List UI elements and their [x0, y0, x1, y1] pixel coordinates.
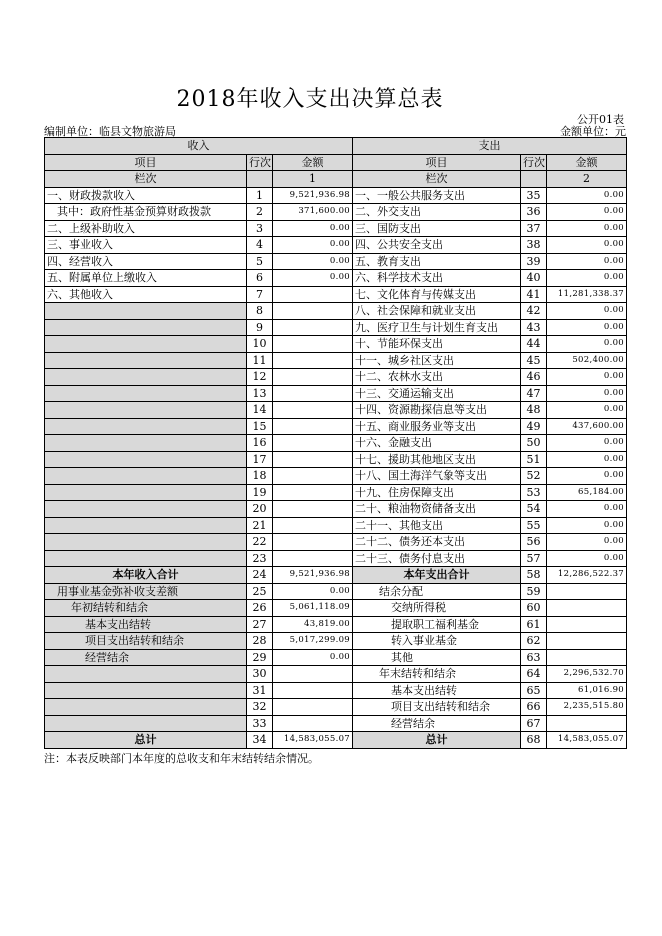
organization-label: 编制单位：临县文物旅游局 — [44, 125, 176, 138]
income-amount-cell: 9,521,936.98 — [273, 187, 353, 204]
expense-item-cell: 二十、粮油物资储备支出 — [353, 501, 521, 518]
report-title: 2018年收入支出决算总表 — [176, 87, 444, 112]
expense-item-cell: 转入事业基金 — [353, 633, 521, 650]
table-row — [45, 715, 627, 732]
table-row — [45, 336, 627, 353]
expense-line-cell: 51 — [521, 451, 547, 468]
expense-line-cell: 38 — [521, 237, 547, 254]
income-item-cell — [45, 352, 247, 369]
income-line-cell: 33 — [247, 715, 273, 732]
expense-amount-cell: 0.00 — [547, 517, 627, 534]
income-item-cell: 总计 — [45, 732, 247, 749]
expense-amount-cell: 0.00 — [547, 435, 627, 452]
expense-amount-cell: 0.00 — [547, 550, 627, 567]
income-amount-cell — [273, 468, 353, 485]
expense-line-cell: 43 — [521, 319, 547, 336]
income-item-cell — [45, 484, 247, 501]
income-line-cell: 34 — [247, 732, 273, 749]
income-item-cell — [45, 468, 247, 485]
expense-line-cell: 40 — [521, 270, 547, 287]
expense-line-cell: 63 — [521, 649, 547, 666]
expense-amount-cell: 502,400.00 — [547, 352, 627, 369]
income-amount-cell: 5,017,299.09 — [273, 633, 353, 650]
expense-amount-cell: 437,600.00 — [547, 418, 627, 435]
table-row — [45, 484, 627, 501]
table-row — [45, 468, 627, 485]
income-line-cell: 26 — [247, 600, 273, 617]
expense-item-cell: 十四、资源勘探信息等支出 — [353, 402, 521, 419]
income-line-cell: 11 — [247, 352, 273, 369]
table-row — [45, 666, 627, 683]
income-amount-cell: 0.00 — [273, 649, 353, 666]
income-line-cell: 16 — [247, 435, 273, 452]
income-item-cell: 三、事业收入 — [45, 237, 247, 254]
section-header-row — [45, 138, 627, 155]
income-item-cell — [45, 402, 247, 419]
expense-line-cell: 57 — [521, 550, 547, 567]
expense-item-cell: 一、一般公共服务支出 — [353, 187, 521, 204]
expense-amount-cell: 2,235,515.80 — [547, 699, 627, 716]
table-row — [45, 567, 627, 584]
expense-item-cell: 年末结转和结余 — [353, 666, 521, 683]
expense-item-cell: 十七、援助其他地区支出 — [353, 451, 521, 468]
income-column-number: 1 — [273, 171, 353, 188]
expense-item-cell: 十五、商业服务业等支出 — [353, 418, 521, 435]
expense-line-cell: 56 — [521, 534, 547, 551]
income-item-cell — [45, 418, 247, 435]
expense-item-cell: 二、外交支出 — [353, 204, 521, 221]
expense-item-cell: 十一、城乡社区支出 — [353, 352, 521, 369]
expense-item-cell: 十三、交通运输支出 — [353, 385, 521, 402]
table-row — [45, 237, 627, 254]
table-row — [45, 435, 627, 452]
expense-amount-cell: 0.00 — [547, 468, 627, 485]
income-line-cell: 4 — [247, 237, 273, 254]
income-item-cell: 项目支出结转和结余 — [45, 633, 247, 650]
expense-amount-cell: 0.00 — [547, 270, 627, 287]
expense-line-cell: 49 — [521, 418, 547, 435]
income-line-cell: 14 — [247, 402, 273, 419]
income-amount-cell — [273, 451, 353, 468]
income-item-cell: 六、其他收入 — [45, 286, 247, 303]
expense-line-cell: 59 — [521, 583, 547, 600]
income-line-cell: 17 — [247, 451, 273, 468]
expense-item-cell: 其他 — [353, 649, 521, 666]
income-item-cell: 年初结转和结余 — [45, 600, 247, 617]
expense-line-cell: 55 — [521, 517, 547, 534]
table-row — [45, 451, 627, 468]
income-line-cell: 9 — [247, 319, 273, 336]
income-item-cell — [45, 666, 247, 683]
income-item-cell: 用事业基金弥补收支差额 — [45, 583, 247, 600]
expense-item-cell: 九、医疗卫生与计划生育支出 — [353, 319, 521, 336]
expense-amount-cell: 0.00 — [547, 204, 627, 221]
expense-amount-cell: 0.00 — [547, 336, 627, 353]
expense-line-cell: 66 — [521, 699, 547, 716]
income-item-cell: 五、附属单位上缴收入 — [45, 270, 247, 287]
income-line-cell: 7 — [247, 286, 273, 303]
expense-line-cell: 62 — [521, 633, 547, 650]
income-section-header: 收入 — [45, 138, 353, 155]
expense-amount-cell — [547, 715, 627, 732]
expense-column-number: 2 — [547, 171, 627, 188]
expense-amount-cell: 11,281,338.37 — [547, 286, 627, 303]
table-row — [45, 352, 627, 369]
income-amount-cell — [273, 550, 353, 567]
income-amount-cell: 0.00 — [273, 270, 353, 287]
table-row — [45, 732, 627, 749]
table-row — [45, 402, 627, 419]
income-item-cell — [45, 319, 247, 336]
income-item-cell — [45, 699, 247, 716]
expense-item-cell: 结余分配 — [353, 583, 521, 600]
income-item-cell — [45, 534, 247, 551]
expense-item-cell: 二十一、其他支出 — [353, 517, 521, 534]
expense-item-cell: 三、国防支出 — [353, 220, 521, 237]
expense-line-cell: 46 — [521, 369, 547, 386]
expense-line-cell: 61 — [521, 616, 547, 633]
expense-item-cell: 二十二、债务还本支出 — [353, 534, 521, 551]
expense-amount-cell: 0.00 — [547, 303, 627, 320]
table-row — [45, 534, 627, 551]
expense-amount-cell: 0.00 — [547, 237, 627, 254]
income-amount-cell — [273, 501, 353, 518]
expense-line-cell: 68 — [521, 732, 547, 749]
expense-item-cell: 交纳所得税 — [353, 600, 521, 617]
expense-amount-cell: 0.00 — [547, 220, 627, 237]
income-item-cell — [45, 682, 247, 699]
expense-line-header: 行次 — [521, 154, 547, 171]
expense-item-cell: 基本支出结转 — [353, 682, 521, 699]
income-amount-cell — [273, 484, 353, 501]
table-row — [45, 220, 627, 237]
footnote: 注：本表反映部门本年度的总收支和年末结转结余情况。 — [44, 752, 319, 765]
expense-section-header: 支出 — [353, 138, 627, 155]
income-amount-cell — [273, 534, 353, 551]
table-row — [45, 303, 627, 320]
income-lanci-label: 栏次 — [45, 171, 247, 188]
expense-line-cell: 64 — [521, 666, 547, 683]
income-line-cell: 20 — [247, 501, 273, 518]
table-row — [45, 633, 627, 650]
table-row — [45, 385, 627, 402]
income-item-cell — [45, 435, 247, 452]
income-line-cell: 18 — [247, 468, 273, 485]
income-item-cell: 一、财政拨款收入 — [45, 187, 247, 204]
expense-item-cell: 总计 — [353, 732, 521, 749]
expense-lanci-label: 栏次 — [353, 171, 521, 188]
income-line-cell: 21 — [247, 517, 273, 534]
expense-item-cell: 本年支出合计 — [353, 567, 521, 584]
table-row — [45, 501, 627, 518]
income-line-cell: 6 — [247, 270, 273, 287]
income-line-header: 行次 — [247, 154, 273, 171]
expense-item-cell: 六、科学技术支出 — [353, 270, 521, 287]
table-row — [45, 369, 627, 386]
expense-item-cell: 二十三、债务付息支出 — [353, 550, 521, 567]
income-item-cell — [45, 369, 247, 386]
table-row — [45, 270, 627, 287]
income-line-cell: 29 — [247, 649, 273, 666]
income-line-cell: 8 — [247, 303, 273, 320]
income-expense-table — [44, 137, 627, 749]
income-amount-cell — [273, 517, 353, 534]
expense-lanci-blank — [521, 171, 547, 188]
income-amount-cell — [273, 303, 353, 320]
expense-item-cell: 十九、住房保障支出 — [353, 484, 521, 501]
expense-item-cell: 四、公共安全支出 — [353, 237, 521, 254]
income-line-cell: 22 — [247, 534, 273, 551]
expense-item-cell: 十八、国土海洋气象等支出 — [353, 468, 521, 485]
income-item-cell — [45, 501, 247, 518]
report-meta — [44, 123, 626, 137]
income-item-cell — [45, 715, 247, 732]
expense-amount-cell: 0.00 — [547, 319, 627, 336]
income-line-cell: 3 — [247, 220, 273, 237]
income-amount-cell: 9,521,936.98 — [273, 567, 353, 584]
expense-amount-cell: 14,583,055.07 — [547, 732, 627, 749]
income-line-cell: 27 — [247, 616, 273, 633]
income-item-cell: 经营结余 — [45, 649, 247, 666]
table-row — [45, 517, 627, 534]
income-line-cell: 25 — [247, 583, 273, 600]
table-row — [45, 319, 627, 336]
expense-line-cell: 37 — [521, 220, 547, 237]
expense-amount-cell — [547, 649, 627, 666]
expense-item-cell: 十、节能环保支出 — [353, 336, 521, 353]
currency-unit-label: 金额单位：元 — [560, 125, 626, 138]
income-line-cell: 31 — [247, 682, 273, 699]
expense-amount-cell: 0.00 — [547, 451, 627, 468]
income-amount-cell: 5,061,118.09 — [273, 600, 353, 617]
table-row — [45, 204, 627, 221]
income-item-cell — [45, 303, 247, 320]
expense-amount-cell: 12,286,522.37 — [547, 567, 627, 584]
expense-line-cell: 45 — [521, 352, 547, 369]
income-amount-header: 金额 — [273, 154, 353, 171]
expense-amount-cell: 0.00 — [547, 501, 627, 518]
income-amount-cell — [273, 286, 353, 303]
income-line-cell: 12 — [247, 369, 273, 386]
expense-item-cell: 八、社会保障和就业支出 — [353, 303, 521, 320]
income-line-cell: 30 — [247, 666, 273, 683]
income-item-cell: 本年收入合计 — [45, 567, 247, 584]
income-line-cell: 13 — [247, 385, 273, 402]
expense-line-cell: 36 — [521, 204, 547, 221]
income-item-cell — [45, 451, 247, 468]
column-header-row — [45, 154, 627, 171]
expense-amount-cell — [547, 583, 627, 600]
income-amount-cell — [273, 699, 353, 716]
table-row — [45, 616, 627, 633]
income-amount-cell — [273, 715, 353, 732]
table-row — [45, 253, 627, 270]
income-item-cell: 其中：政府性基金预算财政拨款 — [45, 204, 247, 221]
income-amount-cell — [273, 369, 353, 386]
income-amount-cell — [273, 352, 353, 369]
expense-line-cell: 53 — [521, 484, 547, 501]
expense-item-header: 项目 — [353, 154, 521, 171]
income-item-cell — [45, 517, 247, 534]
expense-line-cell: 60 — [521, 600, 547, 617]
table-row — [45, 550, 627, 567]
income-item-header: 项目 — [45, 154, 247, 171]
income-amount-cell: 0.00 — [273, 237, 353, 254]
income-line-cell: 2 — [247, 204, 273, 221]
income-amount-cell — [273, 418, 353, 435]
expense-amount-cell — [547, 633, 627, 650]
expense-amount-cell: 2,296,532.70 — [547, 666, 627, 683]
income-line-cell: 32 — [247, 699, 273, 716]
expense-line-cell: 48 — [521, 402, 547, 419]
expense-item-cell: 五、教育支出 — [353, 253, 521, 270]
expense-line-cell: 42 — [521, 303, 547, 320]
expense-line-cell: 58 — [521, 567, 547, 584]
income-amount-cell — [273, 336, 353, 353]
expense-item-cell: 七、文化体育与传媒支出 — [353, 286, 521, 303]
expense-amount-cell: 0.00 — [547, 385, 627, 402]
income-line-cell: 5 — [247, 253, 273, 270]
table-row — [45, 286, 627, 303]
table-row — [45, 583, 627, 600]
expense-item-cell: 十二、农林水支出 — [353, 369, 521, 386]
income-item-cell: 基本支出结转 — [45, 616, 247, 633]
expense-line-cell: 50 — [521, 435, 547, 452]
expense-line-cell: 44 — [521, 336, 547, 353]
income-line-cell: 23 — [247, 550, 273, 567]
table-row — [45, 600, 627, 617]
table-row — [45, 649, 627, 666]
income-item-cell — [45, 336, 247, 353]
income-item-cell: 四、经营收入 — [45, 253, 247, 270]
expense-amount-header: 金额 — [547, 154, 627, 171]
table-row — [45, 418, 627, 435]
income-amount-cell — [273, 319, 353, 336]
expense-item-cell: 项目支出结转和结余 — [353, 699, 521, 716]
table-row — [45, 682, 627, 699]
income-line-cell: 10 — [247, 336, 273, 353]
expense-line-cell: 47 — [521, 385, 547, 402]
expense-amount-cell: 0.00 — [547, 187, 627, 204]
income-amount-cell: 43,819.00 — [273, 616, 353, 633]
form-number: 公开01表 — [577, 113, 624, 126]
income-amount-cell: 0.00 — [273, 253, 353, 270]
expense-amount-cell: 61,016.90 — [547, 682, 627, 699]
income-item-cell: 二、上级补助收入 — [45, 220, 247, 237]
expense-line-cell: 54 — [521, 501, 547, 518]
expense-line-cell: 52 — [521, 468, 547, 485]
income-line-cell: 24 — [247, 567, 273, 584]
income-amount-cell: 14,583,055.07 — [273, 732, 353, 749]
income-amount-cell — [273, 435, 353, 452]
income-lanci-blank — [247, 171, 273, 188]
income-amount-cell: 371,600.00 — [273, 204, 353, 221]
expense-amount-cell: 0.00 — [547, 402, 627, 419]
income-line-cell: 15 — [247, 418, 273, 435]
expense-amount-cell: 65,184.00 — [547, 484, 627, 501]
income-amount-cell — [273, 402, 353, 419]
income-amount-cell: 0.00 — [273, 220, 353, 237]
income-amount-cell — [273, 666, 353, 683]
income-amount-cell: 0.00 — [273, 583, 353, 600]
column-index-row — [45, 171, 627, 188]
expense-line-cell: 35 — [521, 187, 547, 204]
expense-line-cell: 41 — [521, 286, 547, 303]
expense-amount-cell: 0.00 — [547, 253, 627, 270]
expense-line-cell: 65 — [521, 682, 547, 699]
expense-line-cell: 67 — [521, 715, 547, 732]
income-line-cell: 19 — [247, 484, 273, 501]
expense-line-cell: 39 — [521, 253, 547, 270]
income-line-cell: 1 — [247, 187, 273, 204]
expense-amount-cell: 0.00 — [547, 534, 627, 551]
income-item-cell — [45, 385, 247, 402]
income-amount-cell — [273, 682, 353, 699]
table-row — [45, 699, 627, 716]
income-line-cell: 28 — [247, 633, 273, 650]
expense-item-cell: 经营结余 — [353, 715, 521, 732]
expense-item-cell: 十六、金融支出 — [353, 435, 521, 452]
table-row — [45, 187, 627, 204]
income-item-cell — [45, 550, 247, 567]
income-amount-cell — [273, 385, 353, 402]
expense-amount-cell: 0.00 — [547, 369, 627, 386]
expense-item-cell: 提取职工福利基金 — [353, 616, 521, 633]
expense-amount-cell — [547, 616, 627, 633]
expense-amount-cell — [547, 600, 627, 617]
